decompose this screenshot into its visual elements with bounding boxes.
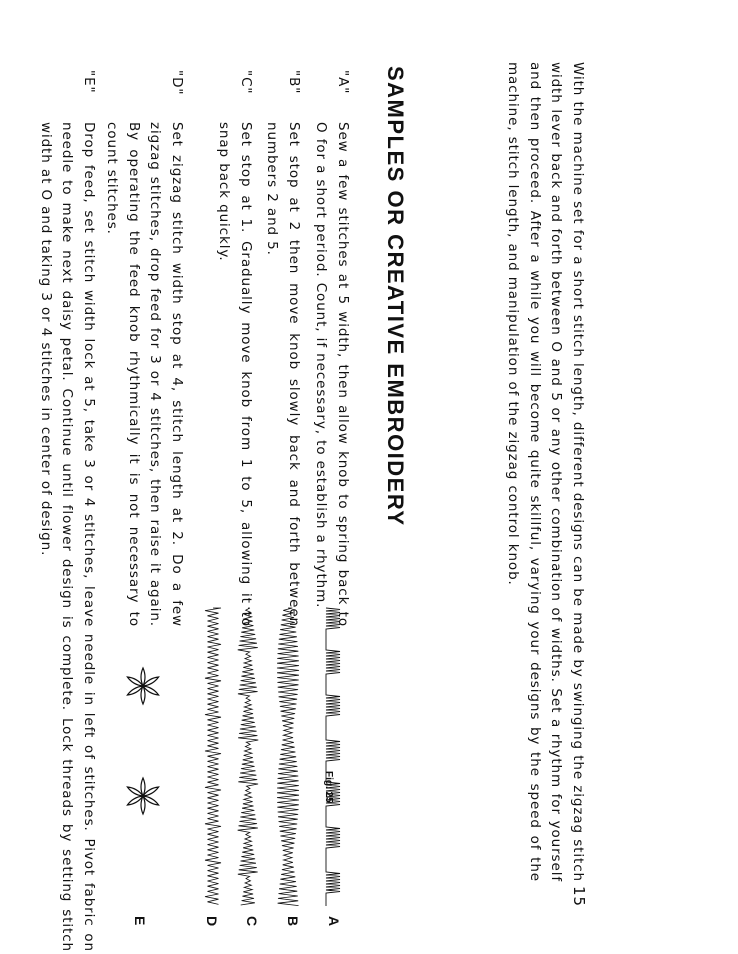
- item-text: Set zigzag stitch width stop at 4, stitch length at 2. Do a few zigzag stitches, drop feed for 3 or 4 stitches, then raise it again. By operating the feed knob rhythmically it is not necessary to count stitches.: [104, 122, 185, 627]
- daisy-flower-1: [127, 668, 158, 704]
- item-text: Set stop at 1. Gradually move knob from 1 to 5, allowing it to snap back quickly.: [216, 122, 254, 627]
- stitch-sample-b: [277, 608, 299, 906]
- item-label: "E": [81, 70, 97, 94]
- figure-letter-e: E: [132, 916, 148, 926]
- item-text: Set stop at 2 then move knob slowly back and forth between numbers 2 and 5.: [264, 122, 302, 627]
- item-label: "B": [286, 70, 302, 95]
- stitch-sample-a: [326, 608, 340, 906]
- item-label: "C": [238, 70, 254, 95]
- item-label: "D": [169, 70, 185, 96]
- item-text: Sew a few stitches at 5 width, then allow knob to spring back to O for a short period. Count, if necessary, to establish a rhythm.: [313, 122, 351, 627]
- figure-letter-b: B: [285, 916, 301, 927]
- item-text: Drop feed, set stitch width lock at 5, take 3 or 4 stitches, leave needle in left of stitches. Pivot fabric on needle to make next daisy petal. Continue until flower design is complete. Lock threads by setting stitch width at O and taking 3 or 4 stitches in center of design.: [38, 122, 97, 952]
- figure-letter-d: D: [204, 916, 220, 927]
- section-title: SAMPLES OR CREATIVE EMBROIDERY: [383, 66, 408, 527]
- figure-letter-c: C: [244, 916, 260, 927]
- figure-letter-a: A: [326, 916, 342, 927]
- stitch-sample-d: [205, 608, 221, 904]
- stitch-samples-illustration: [108, 606, 358, 906]
- stitch-sample-c: [238, 608, 259, 905]
- figure-25: [108, 606, 358, 946]
- daisy-flower-2: [127, 778, 158, 814]
- page-number: 15: [570, 886, 588, 908]
- figure-caption: Fig. 25: [323, 771, 334, 803]
- intro-paragraph: With the machine set for a short stitch length, different designs can be made by swinging the zigzag stitch width lever back and forth between O and 5 or any other combination of widths. Set a rhythm for yourself and then proceed. After a while you will become quite skillful, varying your designs by the speed of the machine, stitch length, and manipulation of the zigzag control knob.: [505, 62, 586, 882]
- item-label: "A": [335, 70, 351, 95]
